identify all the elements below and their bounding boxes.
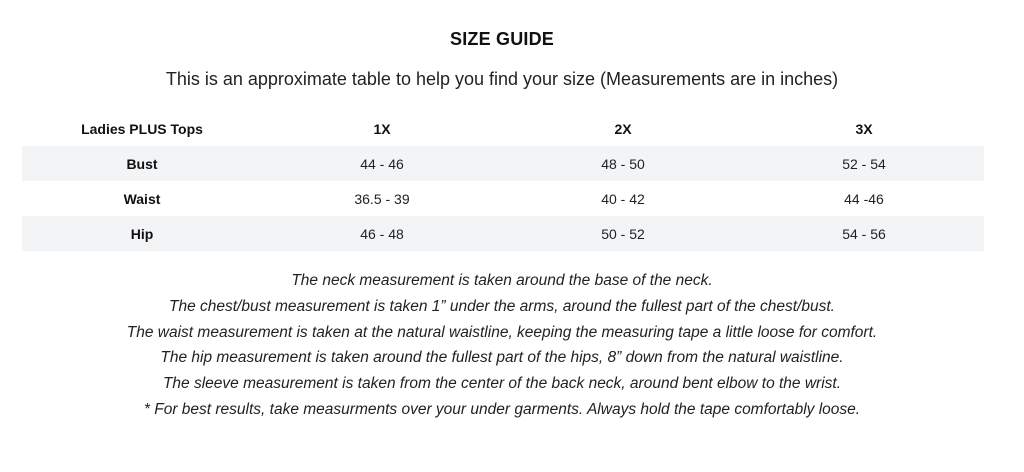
row-label: Waist [123, 190, 161, 207]
note-waist: The waist measurement is taken at the natural waistline, keeping the measuring tape a little loose for comfort. [126, 323, 878, 341]
header-size-3x: 3X [855, 120, 873, 137]
table-row-hip [22, 216, 984, 251]
note-neck: The neck measurement is taken around the base of the neck. [291, 272, 713, 289]
table-cell: 52 - 54 [842, 155, 886, 172]
table-cell: 36.5 - 39 [354, 190, 410, 207]
table-row-waist [22, 181, 984, 216]
note-sleeve: The sleeve measurement is taken from the center of the back neck, around bent elbow to the wrist. [162, 375, 842, 393]
table-cell: 48 - 50 [601, 155, 645, 172]
table-cell: 54 - 56 [842, 225, 886, 242]
table-header-row [22, 111, 984, 146]
measurement-notes [0, 268, 1004, 423]
table-cell: 50 - 52 [601, 225, 645, 242]
size-table [22, 111, 984, 251]
table-row-bust [22, 146, 984, 181]
note-bust: The chest/bust measurement is taken 1” under the arms, around the fullest part of the chest/bust. [169, 297, 835, 315]
note-best-results: * For best results, take measurments over your under garments. Always hold the tape comfortably loose. [143, 400, 861, 418]
row-label: Hip [130, 225, 154, 242]
page-subtitle: This is an approximate table to help you find your size (Measurements are in inches) [165, 69, 839, 89]
table-cell: 40 - 42 [601, 190, 645, 207]
header-product: Ladies PLUS Tops [81, 120, 203, 137]
table-cell: 44 -46 [844, 190, 884, 207]
header-size-2x: 2X [614, 120, 632, 137]
table-cell: 44 - 46 [360, 155, 404, 172]
header-size-1x: 1X [373, 120, 391, 137]
note-hip: The hip measurement is taken around the fullest part of the hips, 8” down from the natural waistline. [160, 349, 844, 367]
page-title: SIZE GUIDE [449, 29, 554, 50]
table-cell: 46 - 48 [360, 225, 404, 242]
row-label: Bust [126, 155, 158, 172]
